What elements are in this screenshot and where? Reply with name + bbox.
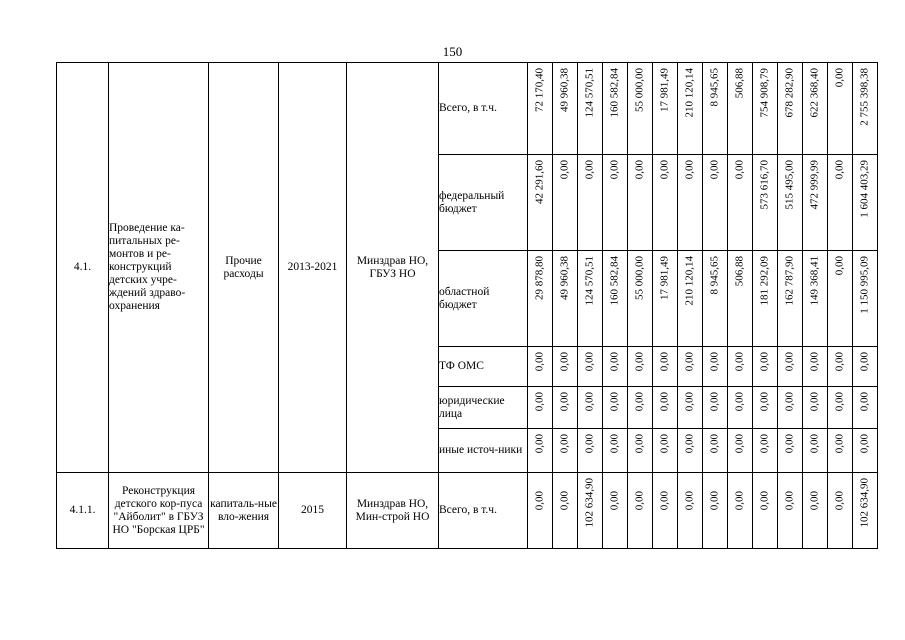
amount-cell: 0,00 — [578, 347, 603, 387]
funding-source: юридические лица — [439, 387, 528, 429]
total-amount-cell: 1 604 403,29 — [853, 155, 878, 251]
amount-cell: 49 960,38 — [553, 251, 578, 347]
amount-cell: 0,00 — [653, 155, 678, 251]
amount-cell: 49 960,38 — [553, 63, 578, 155]
amount-cell: 29 878,80 — [528, 251, 553, 347]
total-amount-cell: 0,00 — [853, 429, 878, 473]
measure-name: Реконструкция детского кор-пуса "Айболит" в ГБУЗ НО "Борская ЦРБ" — [109, 473, 209, 549]
funding-source: иные источ-ники — [439, 429, 528, 473]
amount-cell: 160 582,84 — [603, 63, 628, 155]
amount-cell: 0,00 — [578, 429, 603, 473]
amount-cell: 0,00 — [603, 473, 628, 549]
measure-name: Проведение ка-питальных ре-монтов и ре-конструкций детских учре-ждений здраво-охранения — [109, 63, 209, 473]
amount-cell: 472 999,99 — [803, 155, 828, 251]
amount-cell: 0,00 — [528, 387, 553, 429]
funding-source: областной бюджет — [439, 251, 528, 347]
amount-cell: 210 120,14 — [678, 63, 703, 155]
amount-cell: 0,00 — [678, 347, 703, 387]
amount-cell: 55 000,00 — [628, 251, 653, 347]
amount-cell: 506,88 — [728, 63, 753, 155]
amount-cell: 0,00 — [528, 473, 553, 549]
amount-cell: 0,00 — [728, 429, 753, 473]
page-number: 150 — [442, 44, 463, 59]
amount-cell: 678 282,90 — [778, 63, 803, 155]
total-amount-cell: 0,00 — [853, 347, 878, 387]
amount-cell: 0,00 — [828, 429, 853, 473]
executor: Минздрав НО, ГБУЗ НО — [347, 63, 439, 473]
amount-cell: 0,00 — [553, 387, 578, 429]
amount-cell: 17 981,49 — [653, 63, 678, 155]
amount-cell: 0,00 — [778, 387, 803, 429]
total-amount-cell: 1 150 995,09 — [853, 251, 878, 347]
amount-cell: 0,00 — [753, 387, 778, 429]
amount-cell: 0,00 — [653, 429, 678, 473]
amount-cell: 0,00 — [803, 387, 828, 429]
amount-cell: 0,00 — [803, 347, 828, 387]
amount-cell: 42 291,60 — [528, 155, 553, 251]
amount-cell: 0,00 — [703, 387, 728, 429]
amount-cell: 0,00 — [828, 347, 853, 387]
amount-cell: 0,00 — [653, 387, 678, 429]
amount-cell: 0,00 — [678, 387, 703, 429]
amount-cell: 210 120,14 — [678, 251, 703, 347]
total-amount-cell: 0,00 — [853, 387, 878, 429]
amount-cell: 0,00 — [778, 429, 803, 473]
amount-cell: 124 570,51 — [578, 251, 603, 347]
amount-cell: 0,00 — [728, 473, 753, 549]
amount-cell: 573 616,70 — [753, 155, 778, 251]
measure-number: 4.1. — [57, 63, 109, 473]
funding-source: федеральный бюджет — [439, 155, 528, 251]
amount-cell: 0,00 — [728, 387, 753, 429]
amount-cell: 0,00 — [828, 155, 853, 251]
amount-cell: 0,00 — [528, 429, 553, 473]
amount-cell: 160 582,84 — [603, 251, 628, 347]
implementation-period: 2013-2021 — [279, 63, 347, 473]
amount-cell: 0,00 — [728, 155, 753, 251]
expense-type: Прочие расходы — [209, 63, 279, 473]
table-row — [57, 63, 878, 155]
amount-cell: 149 368,41 — [803, 251, 828, 347]
amount-cell: 0,00 — [653, 473, 678, 549]
amount-cell: 0,00 — [678, 155, 703, 251]
amount-cell: 0,00 — [703, 473, 728, 549]
table-row — [57, 473, 878, 549]
amount-cell: 0,00 — [578, 155, 603, 251]
amount-cell: 0,00 — [528, 347, 553, 387]
amount-cell: 0,00 — [828, 63, 853, 155]
funding-source: Всего, в т.ч. — [439, 63, 528, 155]
amount-cell: 0,00 — [553, 429, 578, 473]
amount-cell: 0,00 — [628, 473, 653, 549]
amount-cell: 0,00 — [628, 387, 653, 429]
total-amount-cell: 102 634,90 — [853, 473, 878, 549]
funding-source: ТФ ОМС — [439, 347, 528, 387]
amount-cell: 0,00 — [678, 473, 703, 549]
amount-cell: 0,00 — [553, 347, 578, 387]
amount-cell: 8 945,65 — [703, 63, 728, 155]
amount-cell: 0,00 — [828, 387, 853, 429]
amount-cell: 515 495,00 — [778, 155, 803, 251]
expense-type: капиталь-ные вло-жения — [209, 473, 279, 549]
amount-cell: 0,00 — [603, 387, 628, 429]
amount-cell: 0,00 — [653, 347, 678, 387]
amount-cell: 162 787,90 — [778, 251, 803, 347]
total-amount-cell: 2 755 398,38 — [853, 63, 878, 155]
amount-cell: 0,00 — [753, 347, 778, 387]
amount-cell: 622 368,40 — [803, 63, 828, 155]
amount-cell: 0,00 — [703, 347, 728, 387]
funding-source: Всего, в т.ч. — [439, 473, 528, 549]
amount-cell: 124 570,51 — [578, 63, 603, 155]
executor: Минздрав НО, Мин-строй НО — [347, 473, 439, 549]
implementation-period: 2015 — [279, 473, 347, 549]
amount-cell: 0,00 — [628, 429, 653, 473]
amount-cell: 0,00 — [703, 155, 728, 251]
measure-number: 4.1.1. — [57, 473, 109, 549]
amount-cell: 0,00 — [778, 473, 803, 549]
amount-cell: 0,00 — [603, 347, 628, 387]
amount-cell: 0,00 — [628, 347, 653, 387]
amount-cell: 102 634,90 — [578, 473, 603, 549]
amount-cell: 0,00 — [828, 251, 853, 347]
amount-cell: 0,00 — [803, 429, 828, 473]
amount-cell: 754 908,79 — [753, 63, 778, 155]
amount-cell: 0,00 — [603, 429, 628, 473]
amount-cell: 55 000,00 — [628, 63, 653, 155]
amount-cell: 0,00 — [753, 429, 778, 473]
amount-cell: 0,00 — [628, 155, 653, 251]
amount-cell: 72 170,40 — [528, 63, 553, 155]
amount-cell: 0,00 — [703, 429, 728, 473]
amount-cell: 0,00 — [828, 473, 853, 549]
amount-cell: 0,00 — [553, 155, 578, 251]
amount-cell: 0,00 — [603, 155, 628, 251]
amount-cell: 0,00 — [753, 473, 778, 549]
amount-cell: 0,00 — [728, 347, 753, 387]
amount-cell: 0,00 — [778, 347, 803, 387]
amount-cell: 0,00 — [578, 387, 603, 429]
amount-cell: 181 292,09 — [753, 251, 778, 347]
amount-cell: 0,00 — [803, 473, 828, 549]
amount-cell: 8 945,65 — [703, 251, 728, 347]
amount-cell: 0,00 — [678, 429, 703, 473]
amount-cell: 506,88 — [728, 251, 753, 347]
amount-cell: 0,00 — [553, 473, 578, 549]
amount-cell: 17 981,49 — [653, 251, 678, 347]
budget-table — [56, 62, 878, 549]
